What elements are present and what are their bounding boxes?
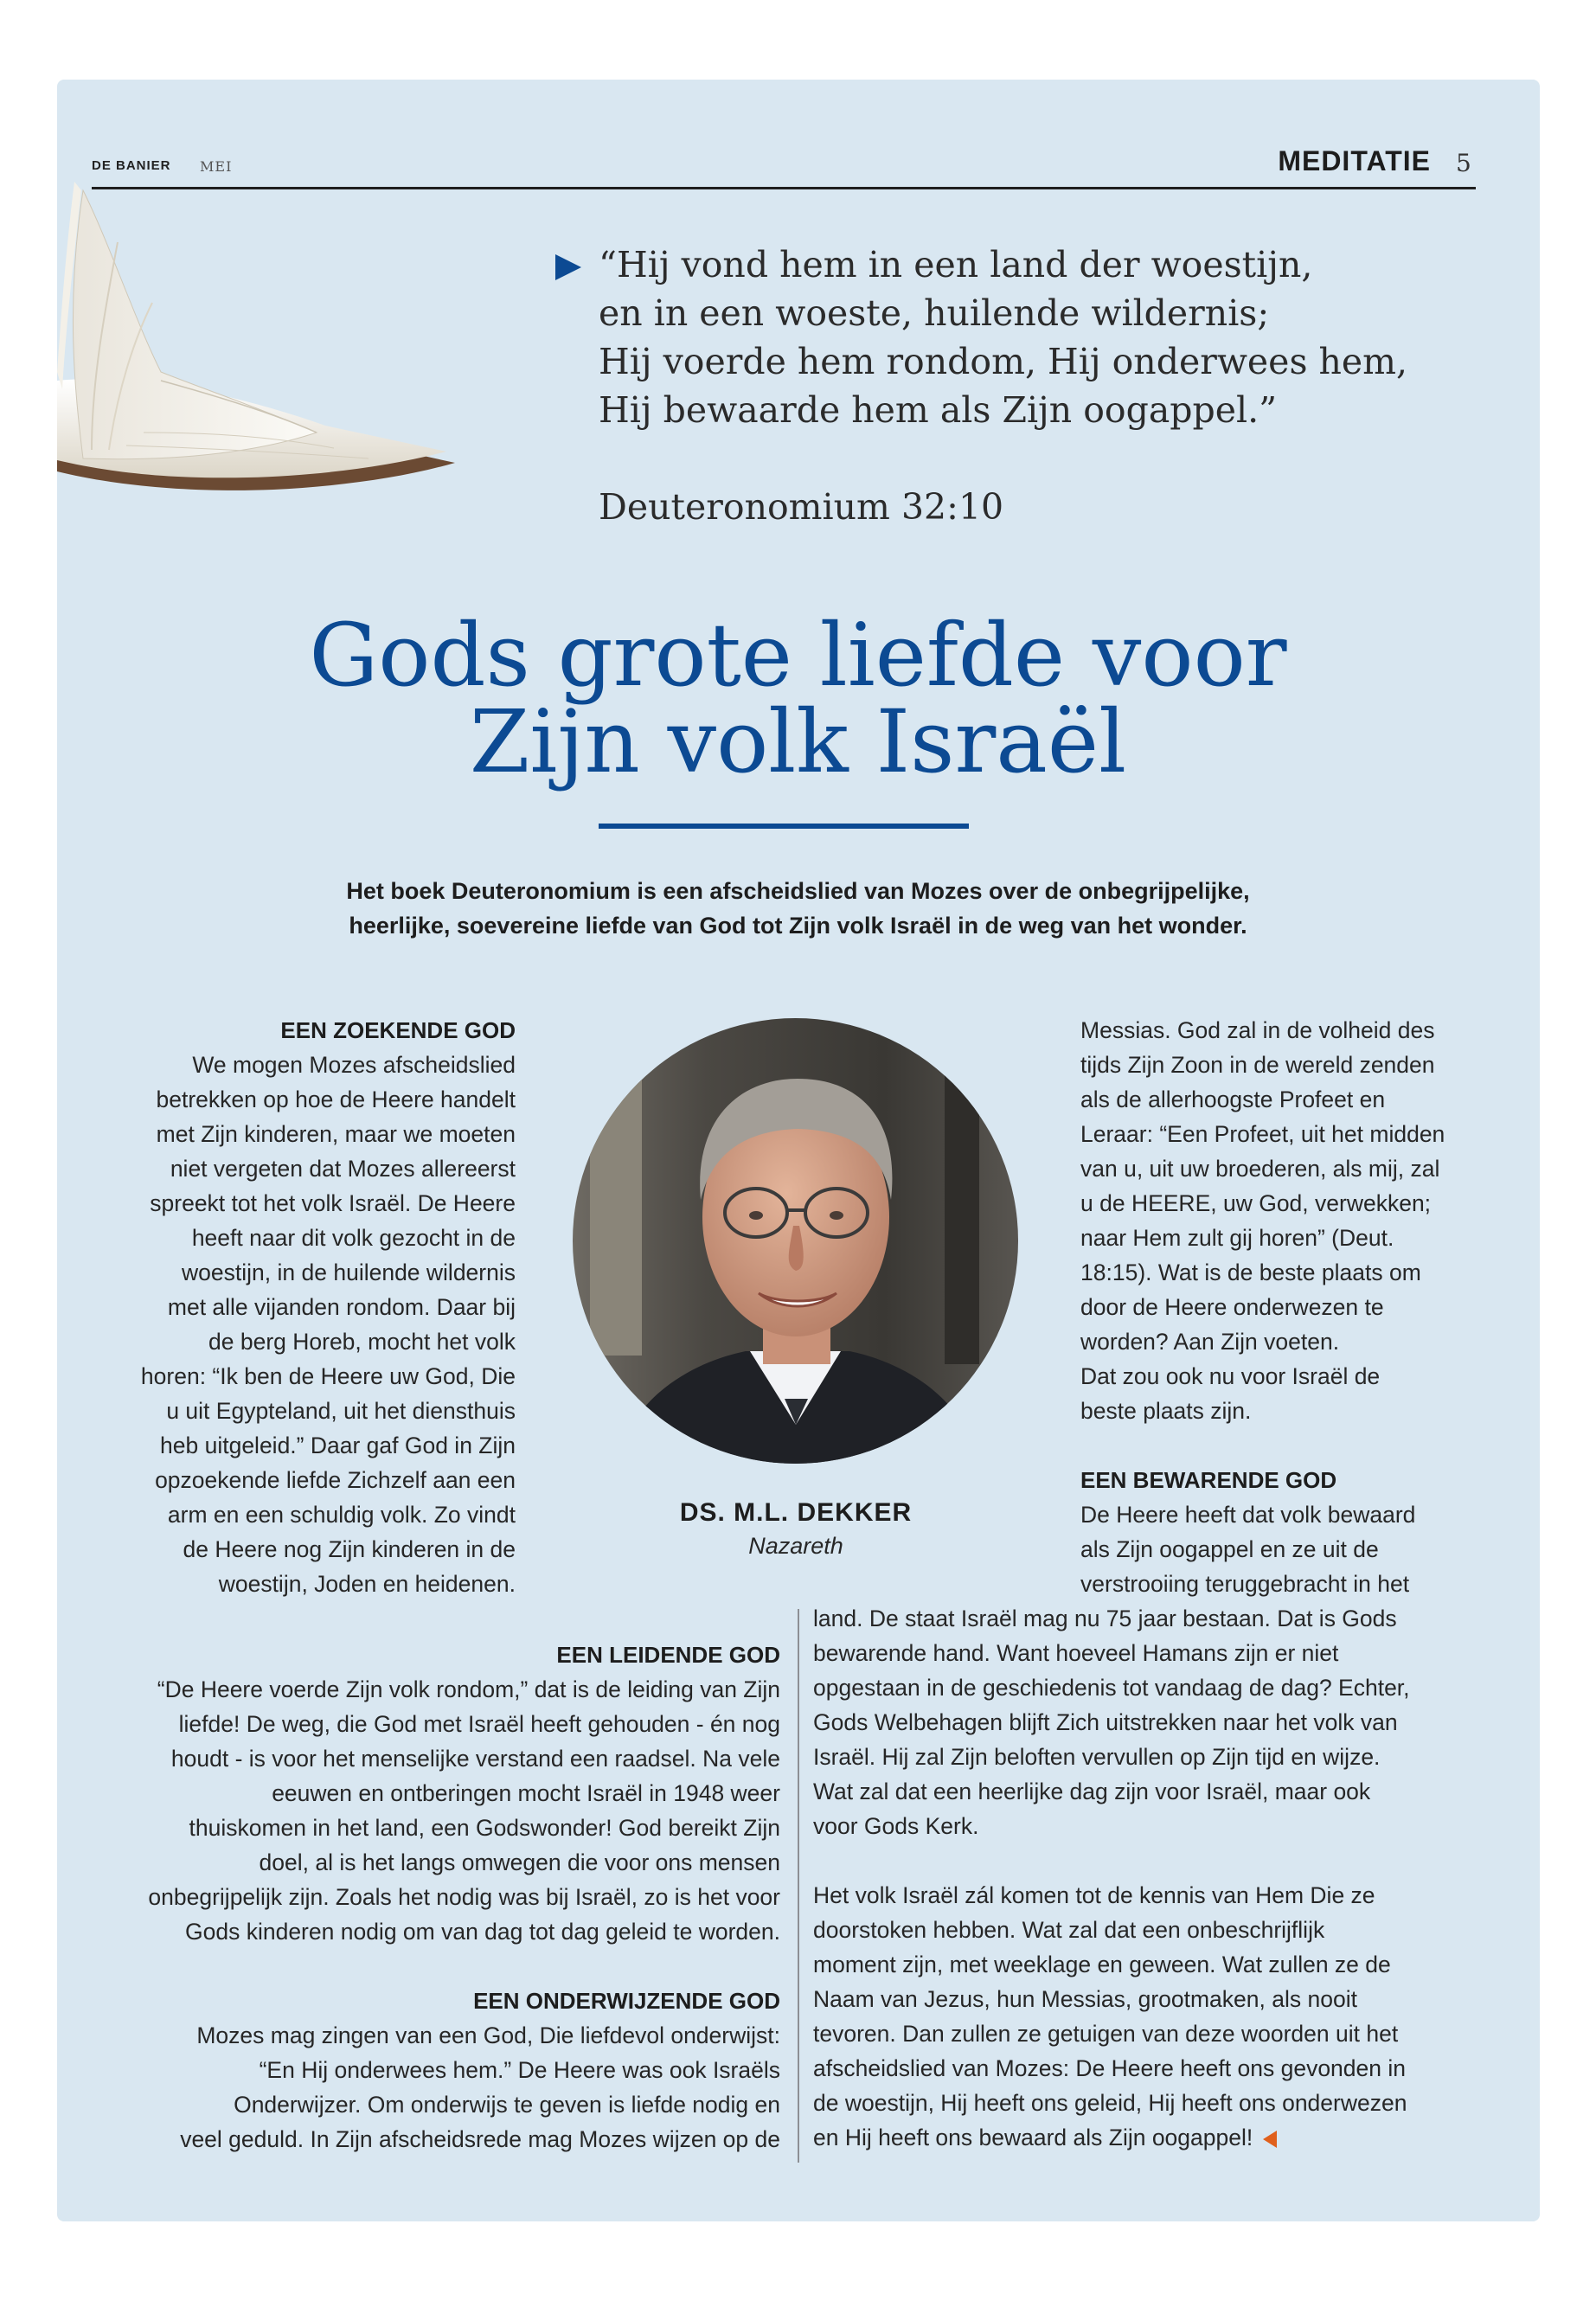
quote-reference: Deuteronomium 32:10 [599,486,1004,528]
section-heading: EEN BEWARENDE GOD [1080,1467,1337,1493]
body-line: van u, uit uw broederen, als mij, zal [1080,1156,1440,1182]
quote-line: en in een woeste, huilende wildernis; [599,292,1270,334]
body-line: Onderwijzer. Om onderwijs te geven is liefde nodig en [234,2092,780,2118]
body-line: met alle vijanden rondom. Daar bij [167,1294,516,1320]
quote-line: “Hij vond hem in een land der woestijn, [599,244,1313,285]
column-left-top [87,1013,516,1601]
body-line: heeft naar dit volk gezocht in de [191,1225,516,1251]
author-location: Nazareth [748,1533,843,1559]
article-intro [260,874,1336,943]
body-line: tijds Zijn Zoon in de wereld zenden [1080,1052,1435,1078]
body-line: bewarende hand. Want hoeveel Hamans zijn er niet [813,1640,1339,1666]
section-title: MEDITATIE [1278,145,1431,176]
body-line: moment zijn, met weeklage en geween. Wat zullen ze de [813,1952,1391,1977]
body-line: land. De staat Israël mag nu 75 jaar bestaan. Dat is Gods [813,1606,1397,1631]
body-line: Wat zal dat een heerlijke dag zijn voor Israël, maar ook [813,1779,1371,1804]
body-line: Naam van Jezus, hun Messias, grootmaken, als nooit [813,1986,1357,2012]
body-line: voor Gods Kerk. [813,1813,979,1839]
body-line: We mogen Mozes afscheidslied [192,1052,516,1078]
body-line: en Hij heeft ons bewaard als Zijn oogappel! [813,2125,1253,2150]
body-line: door de Heere onderwezen te [1080,1294,1384,1320]
body-line: liefde! De weg, die God met Israël heeft gehouden - én nog [178,1711,780,1737]
quote-line: Hij bewaarde hem als Zijn oogappel.” [599,389,1278,431]
body-line: opzoekende liefde Zichzelf aan een [155,1467,516,1493]
body-line: betrekken op hoe de Heere handelt [156,1086,516,1112]
end-of-article-icon [1263,2131,1277,2148]
body-line: u uit Egypteland, uit het diensthuis [166,1398,516,1424]
body-line: verstrooiing teruggebracht in het [1080,1571,1410,1597]
issue-month: MEI [200,158,233,175]
body-line: veel geduld. In Zijn afscheidsrede mag Mozes wijzen op de [180,2126,780,2152]
author-photo [573,1018,1018,1464]
body-line: “En Hij onderwees hem.” De Heere was ook Israëls [259,2057,780,2083]
body-line: heb uitgeleid.” Daar gaf God in Zijn [160,1433,516,1458]
body-line: houdt - is voor het menselijke verstand een raadsel. Na vele [170,1746,780,1772]
column-right-top [1080,1013,1513,1601]
body-line: Het volk Israël zál komen tot de kennis van Hem Die ze [813,1882,1375,1908]
section-heading: EEN LEIDENDE GOD [556,1642,780,1668]
body-line: beste plaats zijn. [1080,1398,1252,1424]
body-line: doorstoken hebben. Wat zal dat een onbeschrijflijk [813,1917,1325,1943]
body-line: horen: “Ik ben de Heere uw God, Die [140,1363,516,1389]
author-name: DS. M.L. DEKKER [679,1498,913,1527]
body-line: Dat zou ook nu voor Israël de [1080,1363,1381,1389]
body-line: de Heere nog Zijn kinderen in de [183,1536,516,1562]
body-line: onbegrijpelijk zijn. Zoals het nodig was bij Israël, zo is het voor [148,1884,780,1910]
open-book-illustration [57,173,464,502]
body-line: eeuwen en ontberingen mocht Israël in 1948 weer [272,1780,780,1806]
body-line: met Zijn kinderen, maar we moeten [156,1121,516,1147]
body-line: Gods Welbehagen blijft Zich uitstrekken naar het volk van [813,1709,1398,1735]
body-line: u de HEERE, uw God, verwekken; [1080,1190,1432,1216]
body-line: niet vergeten dat Mozes allereerst [170,1156,516,1182]
body-line: Mozes mag zingen van een God, Die liefdevol onderwijst: [196,2022,780,2048]
last-line-row [813,2120,1514,2155]
body-line: doel, al is het langs omwegen die voor ons mensen [259,1849,780,1875]
section-heading: EEN ZOEKENDE GOD [280,1017,516,1043]
article-title [260,605,1336,792]
play-arrow-icon [554,253,583,282]
body-line: als de allerhoogste Profeet en [1080,1086,1386,1112]
body-line: opgestaan in de geschiedenis tot vandaag de dag? Echter, [813,1675,1410,1701]
page-number: 5 [1456,149,1471,177]
body-line: Leraar: “Een Profeet, uit het midden [1080,1121,1445,1147]
body-line: “De Heere voerde Zijn volk rondom,” dat is de leiding van Zijn [157,1676,780,1702]
column-right-bottom [813,1601,1514,2155]
body-line: thuiskomen in het land, een Godswonder! God bereikt Zijn [189,1815,780,1841]
body-line: afscheidslied van Mozes: De Heere heeft ons gevonden in [813,2055,1407,2081]
body-line: spreekt tot het volk Israël. De Heere [150,1190,516,1216]
body-line: worden? Aan Zijn voeten. [1080,1329,1340,1355]
section-heading: EEN ONDERWIJZENDE GOD [473,1988,780,2014]
title-line: Zijn volk Israël [469,691,1127,792]
column-divider [798,1609,799,2163]
quote-line: Hij voerde hem rondom, Hij onderwees hem, [599,341,1408,382]
body-line: De Heere heeft dat volk bewaard [1080,1502,1416,1528]
body-line: arm en een schuldig volk. Zo vindt [167,1502,516,1528]
magazine-name: DE BANIER [92,158,171,173]
body-line: Israël. Hij zal Zijn beloften vervullen op Zijn tijd en wijze. [813,1744,1381,1770]
body-line: naar Hem zult gij horen” (Deut. [1080,1225,1394,1251]
body-line: als Zijn oogappel en ze uit de [1080,1536,1379,1562]
body-line: de berg Horeb, mocht het volk [208,1329,516,1355]
body-line: de woestijn, Hij heeft ons geleid, Hij heeft ons onderwezen [813,2090,1407,2116]
body-line: woestijn, in de huilende wildernis [182,1259,516,1285]
title-underline [599,824,969,829]
body-line: tevoren. Dan zullen ze getuigen van deze woorden uit het [813,2021,1399,2047]
intro-line: heerlijke, soevereine liefde van God tot Zijn volk Israël in de weg van het wonder. [349,913,1247,939]
column-left-bottom [87,1638,780,2157]
title-line: Gods grote liefde voor [309,605,1287,706]
body-line: Gods kinderen nodig om van dag tot dag geleid te worden. [185,1919,780,1945]
body-line: 18:15). Wat is de beste plaats om [1080,1259,1421,1285]
intro-line: Het boek Deuteronomium is een afscheidslied van Mozes over de onbegrijpelijke, [346,878,1250,904]
body-line: woestijn, Joden en heidenen. [218,1571,516,1597]
scripture-quote [599,240,1407,434]
body-line: Messias. God zal in de volheid des [1080,1017,1435,1043]
